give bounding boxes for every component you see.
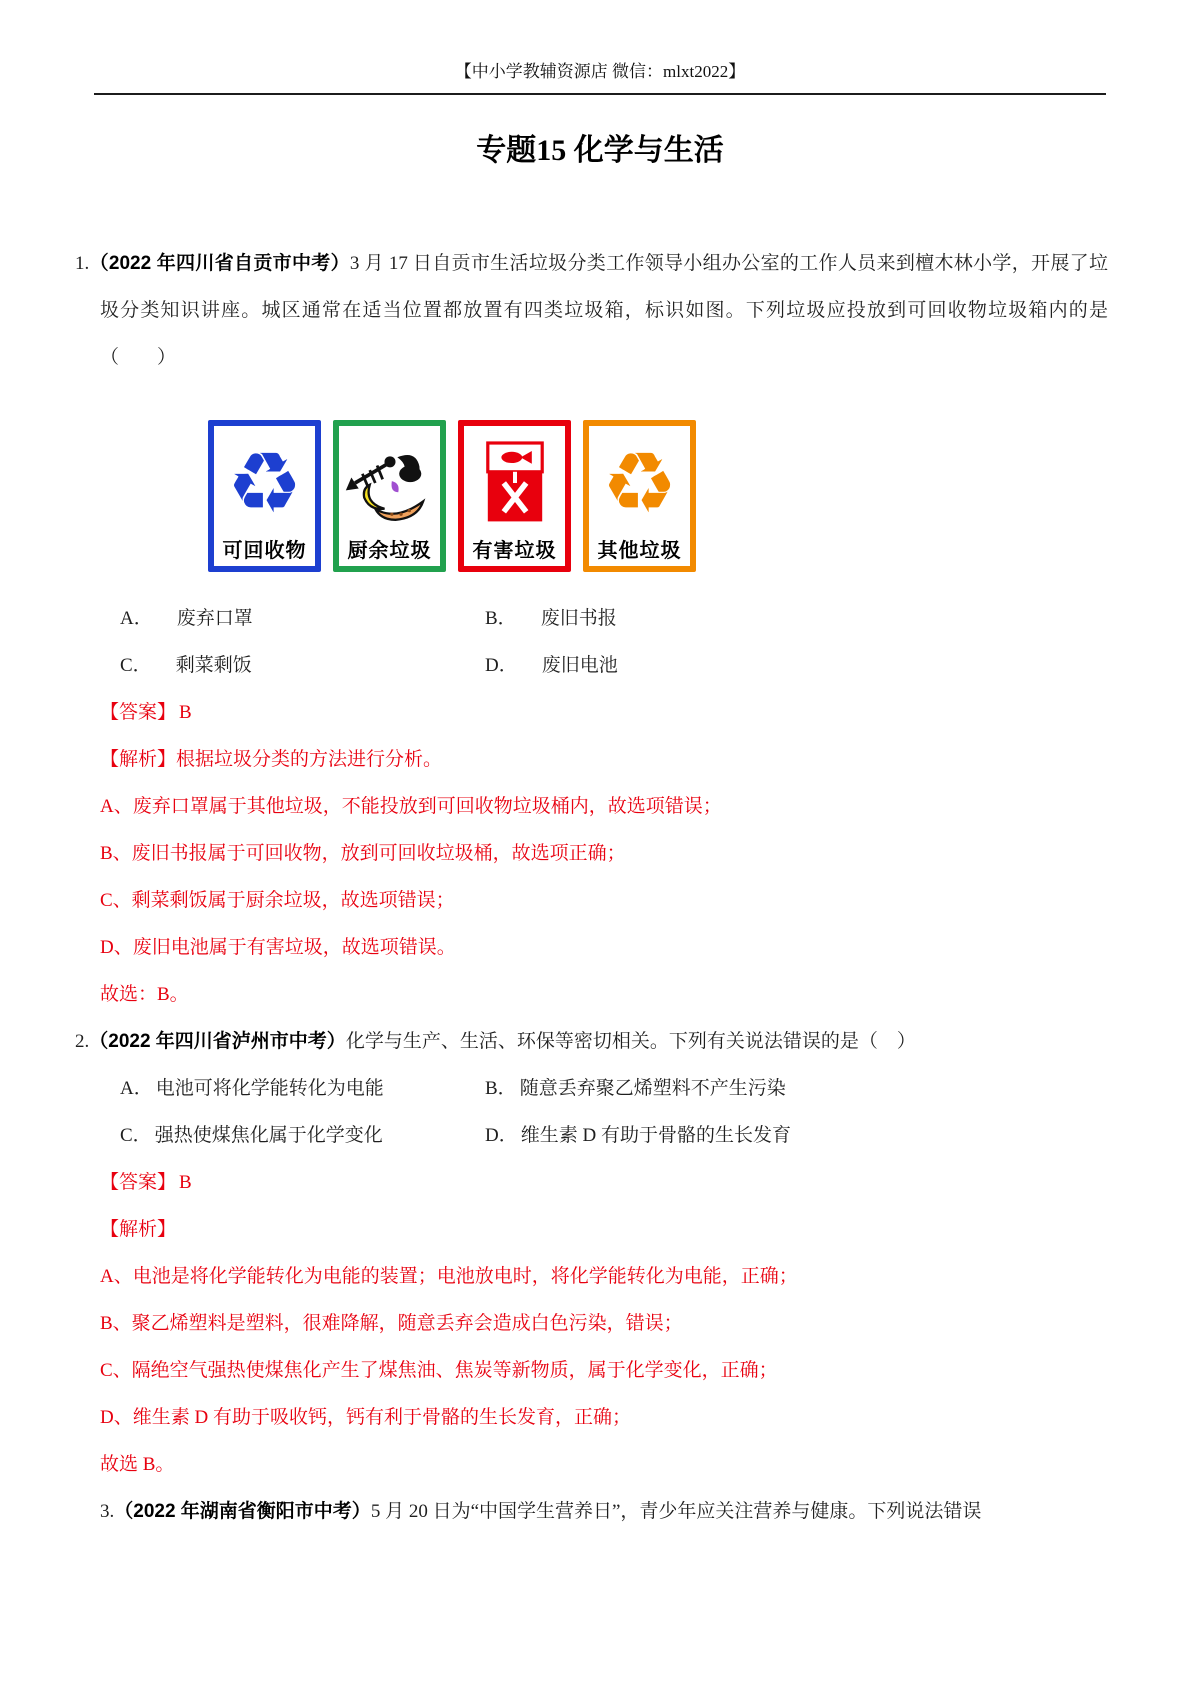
other-waste-glyph: ♻︎ xyxy=(601,433,678,532)
question-1-stem xyxy=(75,240,1108,381)
option-a-text: 废弃口罩 xyxy=(176,608,253,629)
header-divider xyxy=(94,93,1106,95)
option-b-marker: B． xyxy=(485,1078,517,1099)
option-b-text: 随意丢弃聚乙烯塑料不产生污染 xyxy=(519,1078,786,1099)
option-a-marker: A． xyxy=(120,608,153,629)
question-1-analysis-c: C、剩菜剩饭属于厨余垃圾，故选项错误； xyxy=(100,890,455,911)
question-1-conclusion: 故选：B。 xyxy=(100,984,189,1005)
page-title: 专题15 化学与生活 xyxy=(476,134,724,167)
question-1-options xyxy=(100,595,1108,689)
question-1-analysis-b: B、废旧书报属于可回收物，放到可回收垃圾桶，故选项正确； xyxy=(100,843,626,864)
option-d-text: 废旧电池 xyxy=(541,655,618,676)
question-1-text: 3 月 17 日自贡市生活垃圾分类工作领导小组办公室的工作人员来到檀木林小学，开展了垃圾分类知识讲座。城区通常在适当位置都放置有四类垃圾箱，标识如图。下列垃圾应投放到可回收物垃圾箱内的是（ ） xyxy=(100,253,1108,368)
question-2-text: 化学与生产、生活、环保等密切相关。下列有关说法错误的是（ ） xyxy=(345,1031,916,1052)
option-d xyxy=(485,1112,791,1159)
question-1-analysis-d: D、废旧电池属于有害垃圾，故选项错误。 xyxy=(100,937,456,958)
option-a-text: 电池可将化学能转化为电能 xyxy=(155,1078,384,1099)
hazardous-waste-icon xyxy=(464,426,565,539)
option-b-text: 废旧书报 xyxy=(540,608,617,629)
question-3-stem xyxy=(100,1488,1108,1535)
question-2-number: 2. xyxy=(75,1031,90,1052)
option-d xyxy=(485,642,618,689)
option-row xyxy=(120,1065,1108,1112)
question-1-analysis-line xyxy=(100,736,1108,783)
option-c xyxy=(120,1112,485,1159)
question-3-number: 3. xyxy=(100,1501,115,1522)
document-body xyxy=(0,240,1200,1535)
option-row xyxy=(120,595,1108,642)
question-2-source: （2022 年四川省泸州市中考） xyxy=(89,1031,346,1052)
option-row xyxy=(120,642,1108,689)
answer-value: B xyxy=(179,1172,192,1193)
bin-label-recyclable: 可回收物 xyxy=(222,540,307,562)
question-1-analysis-a: A、废弃口罩属于其他垃圾，不能投放到可回收物垃圾桶内，故选项错误； xyxy=(100,796,722,817)
option-c-text: 剩菜剩饭 xyxy=(175,655,252,676)
question-2-options xyxy=(100,1065,1108,1159)
answer-value: B xyxy=(179,702,192,723)
question-2-analysis-b: B、聚乙烯塑料是塑料，很难降解，随意丢弃会造成白色污染，错误； xyxy=(100,1313,683,1334)
waste-bin-signs-figure xyxy=(208,420,1108,572)
option-a xyxy=(120,1065,485,1112)
question-2-analysis-a: A、电池是将化学能转化为电能的装置；电池放电时，将化学能转化为电能，正确； xyxy=(100,1266,798,1287)
store-watermark: 【中小学教辅资源店 微信：mlxt2022】 xyxy=(454,62,746,81)
question-1-source: （2022 年四川省自贡市中考） xyxy=(89,253,350,274)
answer-label: 【答案】 xyxy=(100,702,177,723)
option-d-marker: D． xyxy=(485,1125,518,1146)
option-c-marker: C． xyxy=(120,655,152,676)
option-c-text: 强热使煤焦化属于化学变化 xyxy=(154,1125,383,1146)
option-c xyxy=(120,642,485,689)
option-a-marker: A． xyxy=(120,1078,153,1099)
question-1-number: 1. xyxy=(75,253,90,274)
kitchen-waste-bin-sign xyxy=(333,420,446,572)
option-a xyxy=(120,595,485,642)
option-b xyxy=(485,1065,786,1112)
question-2-stem xyxy=(75,1018,1108,1065)
question-3-source: （2022 年湖南省衡阳市中考） xyxy=(114,1501,371,1522)
answer-label: 【答案】 xyxy=(100,1172,177,1193)
question-3-text: 5 月 20 日为“中国学生营养日”，青少年应关注营养与健康。下列说法错误 xyxy=(370,1501,982,1522)
bin-label-kitchen-waste: 厨余垃圾 xyxy=(347,540,432,562)
recycle-glyph: ♻︎ xyxy=(226,433,303,532)
bin-label-hazardous: 有害垃圾 xyxy=(472,540,557,562)
bin-label-other-waste: 其他垃圾 xyxy=(597,540,682,562)
analysis-intro: 根据垃圾分类的方法进行分析。 xyxy=(176,749,443,770)
question-2-analysis-d: D、维生素 D 有助于吸收钙，钙有利于骨骼的生长发育，正确； xyxy=(100,1407,631,1428)
hazardous-bin-sign xyxy=(458,420,571,572)
option-row xyxy=(120,1112,1108,1159)
question-2-analysis-line: 【解析】 xyxy=(100,1219,177,1240)
analysis-label: 【解析】 xyxy=(100,749,177,770)
option-d-text: 维生素 D 有助于骨骼的生长发育 xyxy=(520,1125,791,1146)
option-b-marker: B． xyxy=(485,608,517,629)
other-waste-bin-sign xyxy=(583,420,696,572)
question-2-analysis-c: C、隔绝空气强热使煤焦化产生了煤焦油、焦炭等新物质，属于化学变化，正确； xyxy=(100,1360,778,1381)
question-2-conclusion: 故选 B。 xyxy=(100,1454,175,1475)
option-c-marker: C． xyxy=(120,1125,152,1146)
recycle-icon xyxy=(214,426,315,539)
question-2-answer-line xyxy=(100,1159,1108,1206)
other-waste-icon xyxy=(589,426,690,539)
recyclable-bin-sign xyxy=(208,420,321,572)
option-b xyxy=(485,595,617,642)
question-1-answer-line xyxy=(100,689,1108,736)
option-d-marker: D． xyxy=(485,655,518,676)
food-waste-icon xyxy=(339,426,440,539)
